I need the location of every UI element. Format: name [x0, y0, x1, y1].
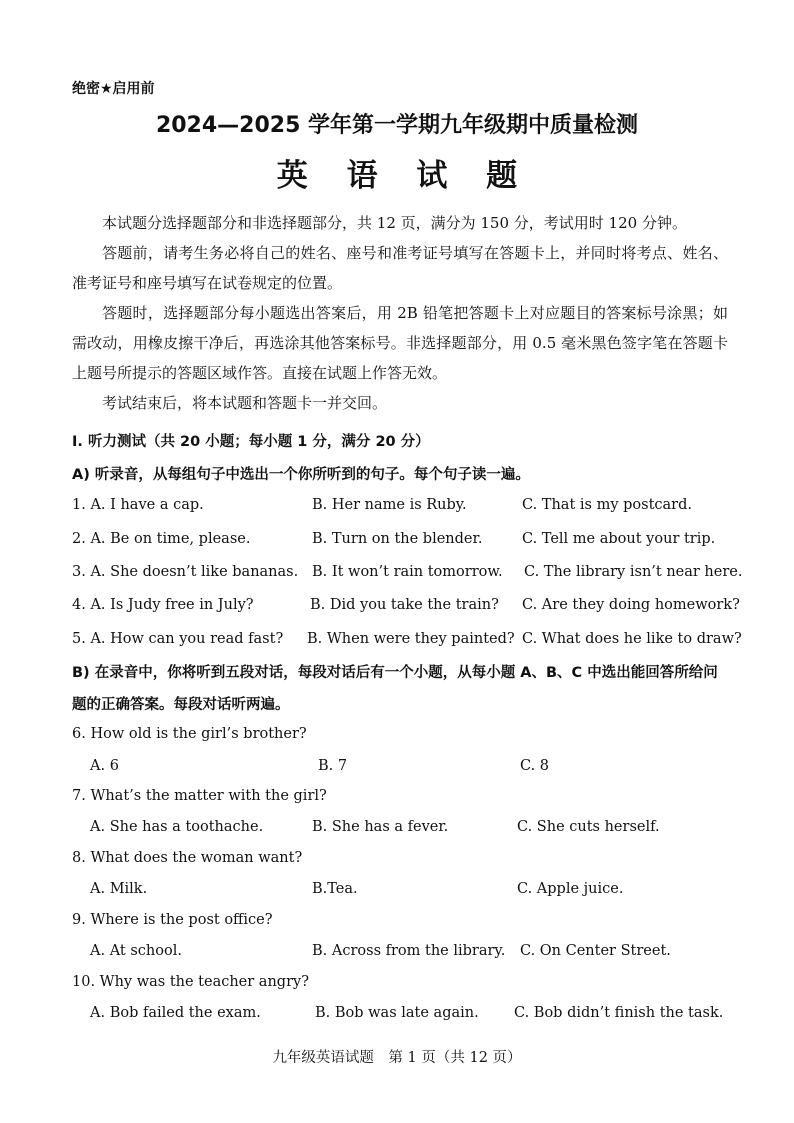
instructions: [72, 208, 728, 418]
question-row: [72, 497, 732, 519]
option-b: B. Turn on the blender.: [312, 531, 483, 547]
instruction-3: 答题时，选择题部分每小题选出答案后，用 2B 铅笔把答题卡上对应题目的答案标号涂黑；如需改动，用橡皮擦干净后，再选涂其他答案标号。非选择题部分，用 0.5 毫米黑色签字笔在答题卡上题号所提示的答题区域作答。直接在试题上作答无效。: [72, 304, 728, 382]
question-row: [72, 564, 743, 586]
option-b: B. When were they painted?: [307, 631, 515, 647]
option-a: A. Bob failed the exam.: [90, 1005, 261, 1021]
option-c: C. That is my postcard.: [522, 497, 692, 513]
option-a: A. She has a toothache.: [90, 819, 264, 835]
option-c: C. 8: [520, 758, 550, 774]
part-b-instruction: B) 在录音中，你将听到五段对话，每段对话后有一个小题，从每小题 A、B、C 中选出能回答所给问题的正确答案。每段对话听两遍。: [72, 665, 718, 713]
instruction-2: 答题前，请考生务必将自己的姓名、座号和准考证号填写在答题卡上，并同时将考点、姓名、准考证号和座号填写在试卷规定的位置。: [72, 244, 728, 292]
question-row: [72, 819, 732, 841]
question-stem: 7. What’s the matter with the girl?: [72, 788, 327, 804]
exam-subject: 英 语 试 题: [276, 158, 532, 194]
question-stem: 10. Why was the teacher angry?: [72, 974, 309, 990]
question-row: [72, 531, 732, 553]
option-b: B.Tea.: [312, 881, 358, 897]
option-b: B. She has a fever.: [312, 819, 449, 835]
question-row: [72, 943, 732, 965]
option-b: B. Her name is Ruby.: [312, 497, 467, 513]
part-a-instruction: A) 听录音，从每组句子中选出一个你所听到的句子。每个句子读一遍。: [72, 467, 530, 483]
option-a: 3. A. She doesn’t like bananas.: [72, 564, 299, 580]
option-a: A. 6: [90, 758, 119, 774]
exam-title: 2024—2025 学年第一学期九年级期中质量检测: [155, 113, 639, 138]
option-c: C. Are they doing homework?: [522, 597, 740, 613]
option-a: 2. A. Be on time, please.: [72, 531, 251, 547]
option-b: B. Bob was late again.: [315, 1005, 479, 1021]
option-c: C. Apple juice.: [517, 881, 624, 897]
option-c: C. Bob didn’t finish the task.: [514, 1005, 724, 1021]
question-stem: 9. Where is the post office?: [72, 912, 273, 928]
option-c: C. What does he like to draw?: [522, 631, 742, 647]
option-b: B. Did you take the train?: [310, 597, 499, 613]
instruction-1: 本试题分选择题部分和非选择题部分，共 12 页，满分为 150 分，考试用时 120 分钟。: [102, 214, 687, 232]
option-a: A. Milk.: [90, 881, 148, 897]
option-c: C. Tell me about your trip.: [522, 531, 716, 547]
question-stem: 6. How old is the girl’s brother?: [72, 726, 307, 742]
question-row: [72, 631, 742, 653]
question-row: [72, 758, 732, 780]
option-b: B. It won’t rain tomorrow.: [312, 564, 503, 580]
question-row: [72, 1005, 732, 1027]
option-a: 5. A. How can you read fast?: [72, 631, 284, 647]
option-c: C. She cuts herself.: [517, 819, 660, 835]
question-row: [72, 881, 732, 903]
option-a: A. At school.: [90, 943, 182, 959]
question-stem: 8. What does the woman want?: [72, 850, 303, 866]
confidential-label: 绝密★启用前: [72, 81, 155, 97]
option-c: C. The library isn’t near here.: [524, 564, 743, 580]
option-b: B. 7: [318, 758, 348, 774]
section-title: I. 听力测试（共 20 小题；每小题 1 分，满分 20 分）: [72, 434, 430, 450]
option-a: 1. A. I have a cap.: [72, 497, 204, 513]
instruction-4: 考试结束后，将本试题和答题卡一并交回。: [102, 394, 388, 412]
option-a: 4. A. Is Judy free in July?: [72, 597, 254, 613]
question-row: [72, 597, 740, 619]
option-c: C. On Center Street.: [520, 943, 671, 959]
option-b: B. Across from the library.: [312, 943, 506, 959]
page-footer: 九年级英语试题 第 1 页（共 12 页）: [272, 1050, 522, 1066]
